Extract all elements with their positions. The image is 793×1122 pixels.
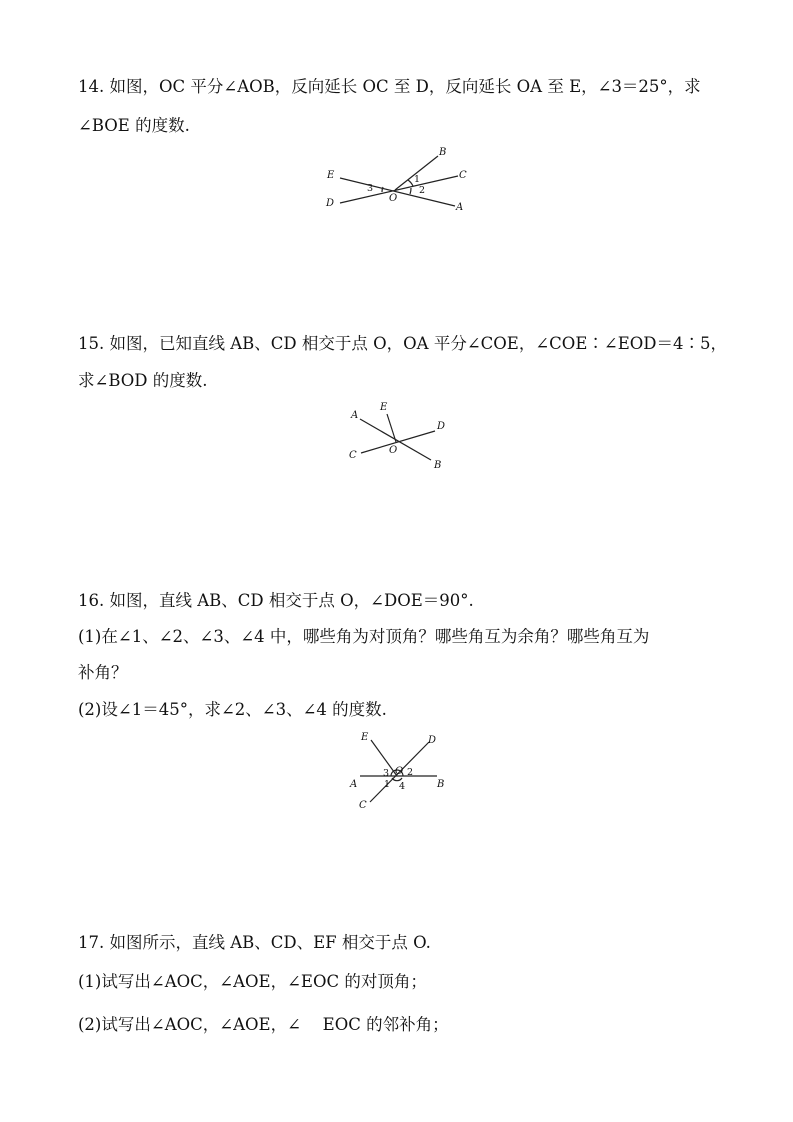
label-C: C (359, 800, 367, 811)
problem-16-line-2: (1)在∠1、∠2、∠3、∠4 中，哪些角为对顶角？哪些角互为余角？哪些角互为 (78, 627, 650, 646)
figure-14 (320, 145, 480, 215)
label-O: O (395, 766, 404, 777)
label-D: D (428, 735, 437, 746)
problem-16-line-4: (2)设∠1＝45°，求∠2、∠3、∠4 的度数. (78, 700, 387, 719)
label-D: D (437, 421, 446, 432)
label-B: B (437, 779, 445, 790)
label-A: A (350, 779, 358, 790)
problem-14-line-2: ∠BOE 的度数. (78, 116, 190, 135)
angle-arc-2 (410, 188, 411, 194)
problem-17-line-1: 17. 如图所示，直线 AB、CD、EF 相交于点 O. (78, 933, 431, 952)
label-E: E (327, 170, 335, 181)
label-4: 4 (399, 781, 406, 792)
angle-arc-1 (408, 180, 413, 186)
figure-16 (345, 728, 455, 813)
problem-17-line-3: (2)试写出∠AOC，∠AOE，∠ EOC 的邻补角； (78, 1015, 449, 1034)
line-E-A (340, 178, 455, 206)
label-E: E (361, 732, 369, 743)
label-A: A (351, 410, 359, 421)
label-B: B (439, 147, 447, 158)
label-2: 2 (407, 767, 414, 778)
line-C-D (361, 431, 435, 453)
problem-16-line-3: 补角？ (78, 663, 128, 682)
problem-14-line-1: 14. 如图，OC 平分∠AOB，反向延长 OC 至 D，反向延长 OA 至 E，∠3＝25°，求 (78, 77, 701, 96)
label-A: A (456, 202, 464, 213)
label-C: C (459, 170, 467, 181)
label-C: C (349, 450, 357, 461)
problem-15-line-1: 15. 如图，已知直线 AB、CD 相交于点 O，OA 平分∠COE，∠COE∶∠EOD＝4∶5， (78, 334, 727, 353)
line-D-C (340, 176, 458, 203)
label-1: 1 (384, 779, 391, 790)
figure-15 (345, 400, 455, 475)
problem-15-line-2: 求∠BOD 的度数. (78, 371, 208, 390)
problem-16-line-1: 16. 如图，直线 AB、CD 相交于点 O，∠DOE＝90°. (78, 591, 474, 610)
problem-17-line-2: (1)试写出∠AOC，∠AOE，∠EOC 的对顶角； (78, 972, 427, 991)
label-O: O (389, 193, 398, 204)
label-O: O (389, 445, 398, 456)
angle-arc-3 (382, 187, 383, 192)
label-B: B (434, 460, 442, 471)
label-3: 3 (367, 183, 374, 194)
label-D: D (326, 198, 335, 209)
label-E: E (380, 402, 388, 413)
label-2: 2 (419, 185, 426, 196)
label-1: 1 (414, 174, 421, 185)
label-3: 3 (383, 768, 390, 779)
